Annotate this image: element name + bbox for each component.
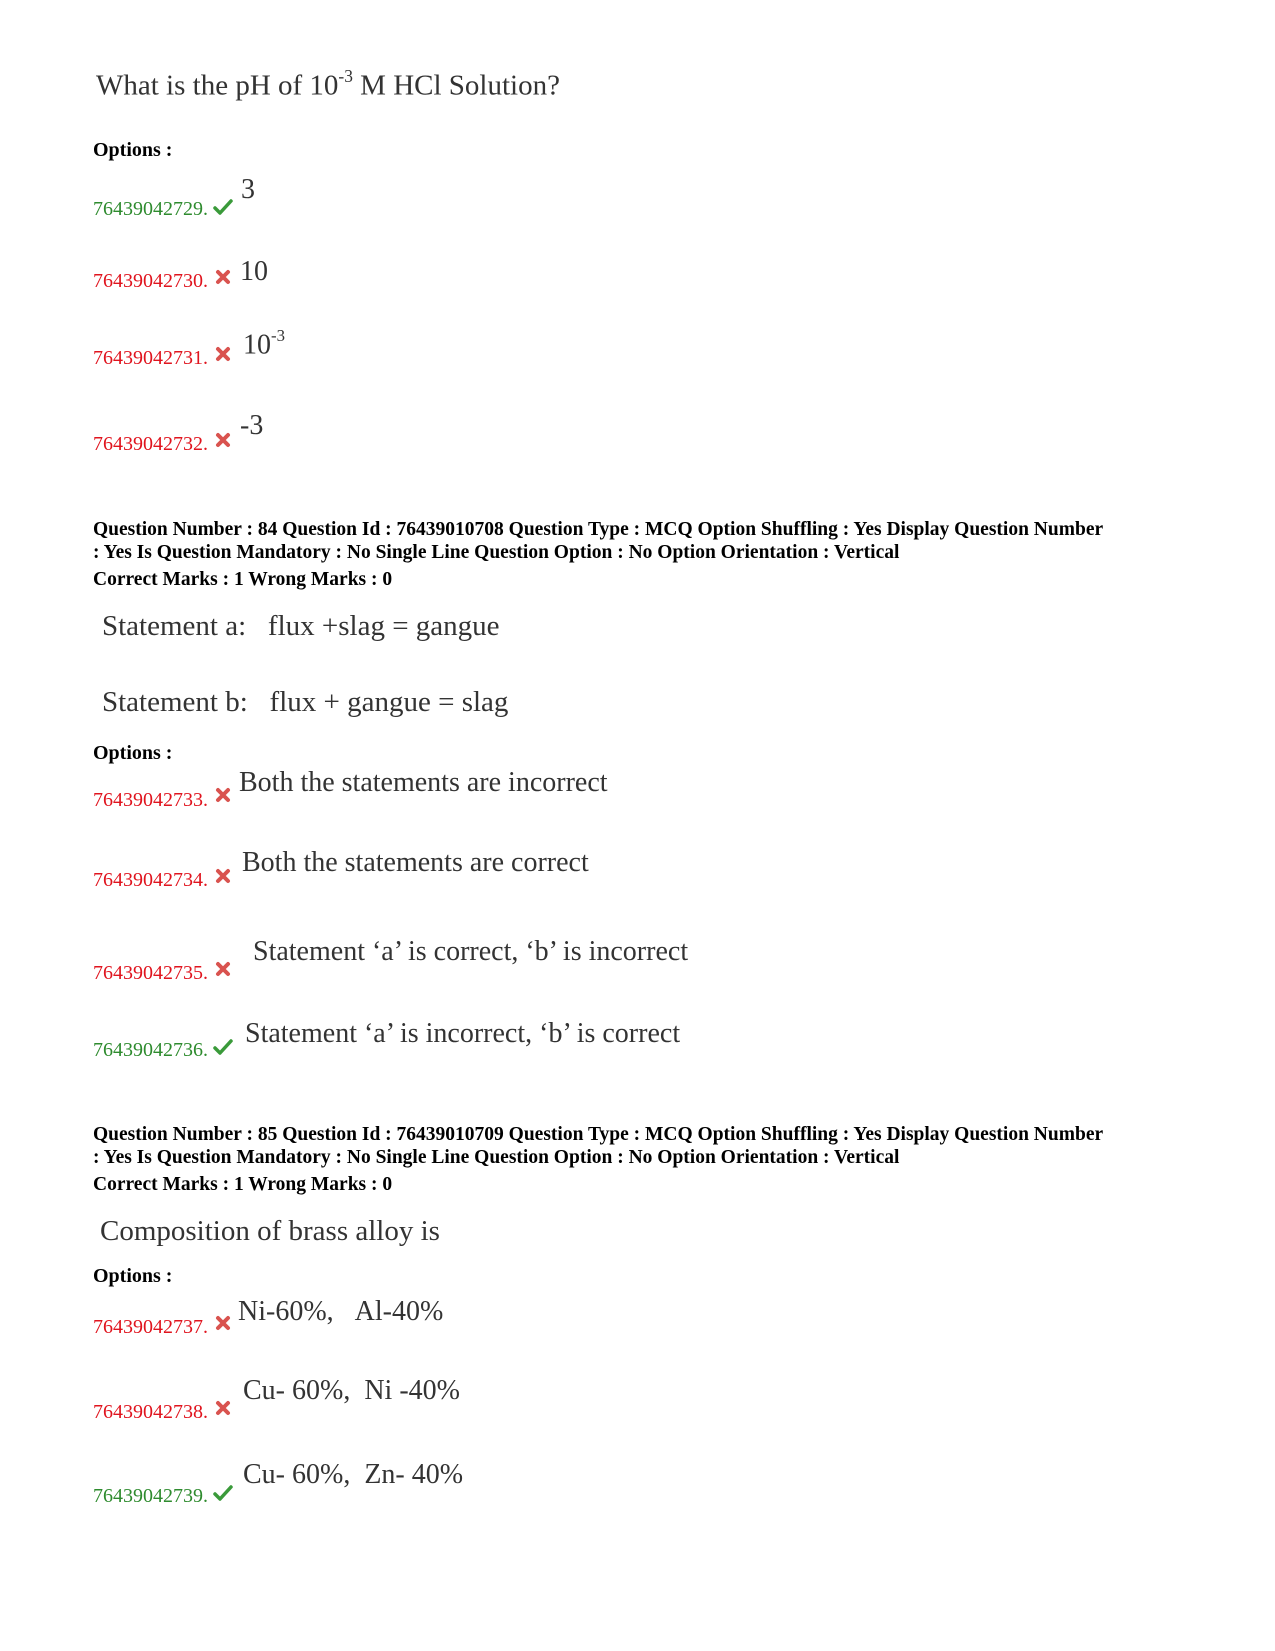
option-id: 76439042729. (93, 198, 208, 220)
option-text: Ni-60%, Al-40% (238, 1296, 444, 1327)
question-meta-line: : Yes Is Question Mandatory : No Single Line Question Option : No Option Orientation : Vertical (93, 542, 900, 563)
check-icon (212, 1482, 234, 1504)
option-text: Statement ‘a’ is incorrect, ‘b’ is correct (245, 1018, 681, 1049)
marks-line: Correct Marks : 1 Wrong Marks : 0 (93, 1174, 393, 1195)
question-meta-line: Question Number : 85 Question Id : 76439010709 Question Type : MCQ Option Shuffling : Yes Display Question Number (93, 1124, 1104, 1145)
option-text: $10^{-3}$ (243, 326, 285, 361)
option-text: Both the statements are incorrect (239, 767, 608, 798)
option-id: 76439042736. (93, 1039, 208, 1061)
cross-icon (212, 1312, 234, 1334)
question-text: What is the pH of $10^{-3}$ M HCl Solution? (96, 66, 560, 102)
option-text: 10 (240, 256, 268, 287)
option-id: 76439042737. (93, 1316, 208, 1338)
option-id: 76439042734. (93, 869, 208, 891)
question-text: Composition of brass alloy is (100, 1215, 440, 1247)
option-id: 76439042730. (93, 270, 208, 292)
statement-a: Statement a: flux +slag = gangue (102, 610, 500, 642)
cross-icon (212, 958, 234, 980)
option-id: 76439042738. (93, 1401, 208, 1423)
cross-icon (212, 1397, 234, 1419)
cross-icon (212, 784, 234, 806)
option-id: 76439042739. (93, 1485, 208, 1507)
cross-icon (212, 266, 234, 288)
options-label: Options : (93, 139, 173, 161)
option-text: Both the statements are correct (242, 847, 589, 878)
option-text: Cu- 60%, Zn- 40% (243, 1459, 464, 1490)
option-id: 76439042732. (93, 433, 208, 455)
options-label: Options : (93, 1265, 173, 1287)
check-icon (212, 196, 234, 218)
cross-icon (212, 429, 234, 451)
statement-b: Statement b: flux + gangue = slag (102, 686, 509, 718)
option-id: 76439042731. (93, 347, 208, 369)
question-meta-line: Question Number : 84 Question Id : 76439010708 Question Type : MCQ Option Shuffling : Yes Display Question Number (93, 519, 1104, 540)
option-text: Statement ‘a’ is correct, ‘b’ is incorrect (253, 936, 689, 967)
check-icon (212, 1036, 234, 1058)
marks-line: Correct Marks : 1 Wrong Marks : 0 (93, 569, 393, 590)
option-id: 76439042733. (93, 789, 208, 811)
option-id: 76439042735. (93, 962, 208, 984)
cross-icon (212, 865, 234, 887)
cross-icon (212, 343, 234, 365)
option-text: 3 (241, 174, 255, 205)
option-text: Cu- 60%, Ni -40% (243, 1375, 460, 1406)
options-label: Options : (93, 742, 173, 764)
option-text: -3 (240, 410, 264, 441)
question-meta-line: : Yes Is Question Mandatory : No Single Line Question Option : No Option Orientation : Vertical (93, 1147, 900, 1168)
